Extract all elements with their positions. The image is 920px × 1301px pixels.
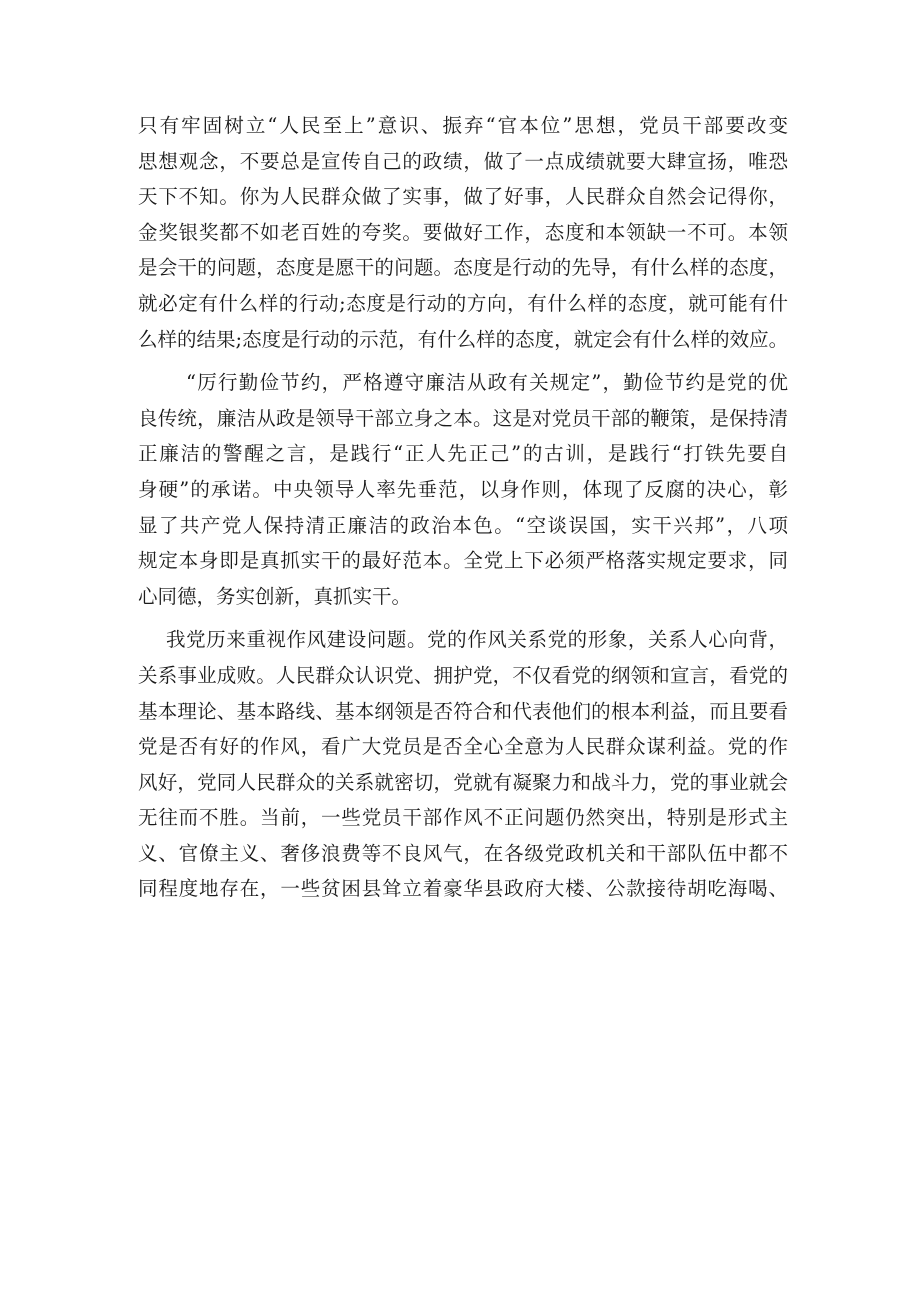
text-line: 正廉洁的警醒之言，是践行“正人先正己”的古训，是践行“打铁先要自: [138, 442, 788, 466]
paragraph-gap: [138, 614, 788, 622]
text-line: 思想观念，不要总是宣传自己的政绩，做了一点成绩就要大肆宣扬，唯恐: [138, 149, 788, 173]
text-line: 党是否有好的作风，看广大党员是否全心全意为人民群众谋利益。党的作: [138, 735, 788, 759]
text-line: 风好，党同人民群众的关系就密切，党就有凝聚力和战斗力，党的事业就会: [138, 770, 788, 794]
document-body: [138, 108, 788, 907]
text-line: 就必定有什么样的行动;态度是行动的方向，有什么样的态度，就可能有什: [138, 291, 788, 315]
text-line: 无往而不胜。当前，一些党员干部作风不正问题仍然突出，特别是形式主: [138, 806, 788, 830]
text-line: 是会干的问题，态度是愿干的问题。态度是行动的先导，有什么样的态度，: [138, 256, 788, 280]
text-line: 显了共产党人保持清正廉洁的政治本色。“空谈误国，实干兴邦”，八项: [138, 513, 788, 537]
text-line: 规定本身即是真抓实干的最好范本。全党上下必须严格落实规定要求，同: [138, 549, 788, 573]
paragraph-2: [138, 365, 788, 614]
paragraph-3: [138, 622, 788, 907]
text-line: 良传统，廉洁从政是领导干部立身之本。这是对党员干部的鞭策，是保持清: [138, 406, 788, 430]
text-line: 心同德，务实创新，真抓实干。: [138, 584, 412, 608]
text-line: 么样的结果;态度是行动的示范，有什么样的态度，就定会有什么样的效应。: [138, 327, 789, 351]
text-line: 义、官僚主义、奢侈浪费等不良风气，在各级党政机关和干部队伍中都不: [138, 841, 788, 865]
text-line: “厉行勤俭节约，严格遵守廉洁从政有关规定”，勤俭节约是党的优: [186, 371, 788, 395]
text-line: 天下不知。你为人民群众做了实事，做了好事，人民群众自然会记得你，: [138, 185, 788, 209]
text-line: 我党历来重视作风建设问题。党的作风关系党的形象，关系人心向背，: [166, 628, 788, 652]
text-line: 同程度地存在，一些贫困县耸立着豪华县政府大楼、公款接待胡吃海喝、: [138, 877, 788, 901]
text-line: 身硬”的承诺。中央领导人率先垂范，以身作则，体现了反腐的决心，彰: [138, 477, 788, 501]
paragraph-gap: [138, 357, 788, 365]
paragraph-1: [138, 108, 788, 357]
text-line: 关系事业成败。人民群众认识党、拥护党，不仅看党的纲领和宣言，看党的: [138, 663, 788, 687]
text-line: 金奖银奖都不如老百姓的夸奖。要做好工作，态度和本领缺一不可。本领: [138, 220, 788, 244]
text-line: 基本理论、基本路线、基本纲领是否符合和代表他们的根本利益，而且要看: [138, 699, 788, 723]
text-line: 只有牢固树立“人民至上”意识、振弃“官本位”思想，党员干部要改变: [138, 114, 788, 137]
